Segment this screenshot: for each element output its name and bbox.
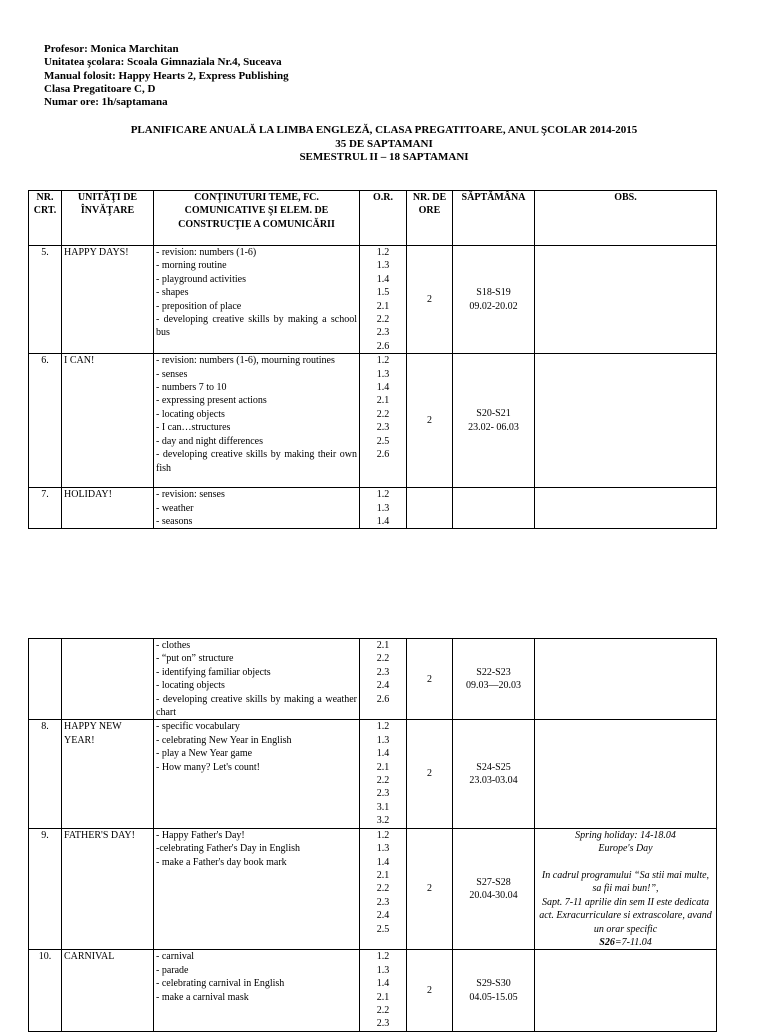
competency-code: 1.4 xyxy=(376,382,390,394)
competency-code: 1.3 xyxy=(376,843,390,855)
competencies-cell xyxy=(360,246,407,354)
competency-code: 2.1 xyxy=(376,640,390,651)
content-cell xyxy=(154,488,360,529)
title-line-3: SEMESTRUL II – 18 SAPTAMANI xyxy=(299,151,469,163)
class-name: Clasa Pregatitoare C, D xyxy=(44,82,156,95)
row-number: 6. xyxy=(29,354,62,488)
content-item: - make a carnival mask xyxy=(156,991,249,1003)
competency-code: 1.4 xyxy=(376,978,390,990)
competency-code: 2.6 xyxy=(376,693,390,705)
table-header-row xyxy=(29,191,717,246)
col-header-or: O.R. xyxy=(360,191,407,246)
competencies-cell xyxy=(360,950,407,1031)
week-item: S27-S28 xyxy=(476,876,511,888)
content-item: -celebrating Father's Day in English xyxy=(156,843,300,855)
content-item: - developing creative skills by making their own fish xyxy=(156,449,357,474)
hours-cell: 2 xyxy=(407,639,453,720)
week-cell xyxy=(453,354,535,488)
hours-cell: 2 xyxy=(407,354,453,488)
week-item: S24-S25 xyxy=(476,761,511,773)
col-header-obs: OBS. xyxy=(535,191,717,246)
content-item: - playground activities xyxy=(156,273,246,285)
competency-code: 2.3 xyxy=(376,422,390,434)
competency-code: 1.2 xyxy=(376,247,390,258)
content-item: - play a New Year game xyxy=(156,748,253,760)
row-number: 8. xyxy=(29,720,62,828)
row-number: 7. xyxy=(29,488,62,529)
col-header-units: UNITĂŢI DE ÎNVĂŢARE xyxy=(62,191,154,246)
content-item: - carnival xyxy=(156,951,195,963)
content-item: - day and night differences xyxy=(156,435,263,447)
content-item: - specific vocabulary xyxy=(156,721,240,733)
competency-code: 2.1 xyxy=(376,395,390,407)
week-cell xyxy=(453,639,535,720)
table-row xyxy=(29,639,717,720)
observations-cell xyxy=(535,828,717,950)
content-item: - locating objects xyxy=(156,680,225,692)
learning-unit: I CAN! xyxy=(62,354,154,488)
table-row xyxy=(29,828,717,950)
content-cell xyxy=(154,354,360,488)
competency-code: 1.3 xyxy=(376,260,390,272)
content-item: - locating objects xyxy=(156,408,225,420)
week-item: 23.02- 06.03 xyxy=(468,421,519,433)
observations-cell xyxy=(535,639,717,720)
content-cell xyxy=(154,246,360,354)
competency-code: 1.4 xyxy=(376,273,390,285)
observation-week xyxy=(537,936,714,949)
hours-cell: 2 xyxy=(407,950,453,1031)
textbook: Manual folosit: Happy Hearts 2, Express Publishing xyxy=(44,69,289,82)
content-item: - shapes xyxy=(156,287,189,299)
col-header-week: SĂPTĂMÂNA xyxy=(453,191,535,246)
content-item: - celebrating carnival in English xyxy=(156,978,285,990)
competency-code: 1.2 xyxy=(376,951,390,963)
competency-code: 2.2 xyxy=(376,653,390,665)
competency-code: 2.2 xyxy=(376,1004,390,1016)
school-unit: Unitatea şcolara: Scoala Gimnaziala Nr.4, Suceava xyxy=(44,56,282,69)
table-row xyxy=(29,488,717,529)
competency-code: 2.2 xyxy=(376,314,390,326)
col-header-hours: NR. DE ORE xyxy=(407,191,453,246)
col-header-content: CONŢINUTURI TEME, FC. COMUNICATIVE ŞI ELEM. DE CONSTRUCŢIE A COMUNICĂRII xyxy=(154,191,360,246)
competency-code: 1.4 xyxy=(376,856,390,868)
observation-text: Europe's Day xyxy=(598,843,653,855)
table-row xyxy=(29,354,717,488)
competency-code: 2.2 xyxy=(376,408,390,420)
observations-cell xyxy=(535,246,717,354)
hours-count: Numar ore: 1h/saptamana xyxy=(44,96,168,109)
content-cell xyxy=(154,639,360,720)
week-item: S29-S30 xyxy=(476,978,511,990)
content-item: - identifying familiar objects xyxy=(156,666,271,678)
teacher-name: Profesor: Monica Marchitan xyxy=(44,43,179,55)
competency-code: 2.3 xyxy=(376,788,390,800)
competency-code: 2.4 xyxy=(376,910,390,922)
week-item: 04.05-15.05 xyxy=(469,991,518,1003)
week-item: S20-S21 xyxy=(476,408,511,420)
content-item: - revision: senses xyxy=(156,489,225,501)
competency-code: 3.1 xyxy=(376,801,390,813)
observations-cell xyxy=(535,720,717,828)
week-cell xyxy=(453,488,535,529)
competency-code: 2.3 xyxy=(376,666,390,678)
hours-cell: 2 xyxy=(407,720,453,828)
table-row xyxy=(29,720,717,828)
content-cell xyxy=(154,950,360,1031)
competency-code: 2.3 xyxy=(376,896,390,908)
col-header-nr: NR. CRT. xyxy=(29,191,62,246)
content-item: - expressing present actions xyxy=(156,395,267,407)
content-cell xyxy=(154,720,360,828)
week-item: S22-S23 xyxy=(476,666,511,678)
competency-code: 2.1 xyxy=(376,869,390,881)
week-cell xyxy=(453,246,535,354)
competencies-cell xyxy=(360,828,407,950)
content-item: - How many? Let's count! xyxy=(156,761,260,773)
title-line-1: PLANIFICARE ANUALĂ LA LIMBA ENGLEZĂ, CLASA PREGATITOARE, ANUL ŞCOLAR 2014-2015 xyxy=(130,124,638,136)
competency-code: 2.6 xyxy=(376,449,390,461)
observation-text: In cadrul programului “Sa stii mai multe, sa fii mai bun!”, xyxy=(541,869,710,895)
competency-code: 1.3 xyxy=(376,734,390,746)
content-item: - Happy Father's Day! xyxy=(156,829,245,841)
observation-week-code: S26 xyxy=(599,936,615,948)
observation-week-dates: =7-11.04 xyxy=(614,936,652,948)
hours-cell: 2 xyxy=(407,828,453,950)
competency-code: 2.2 xyxy=(376,775,390,787)
table-row xyxy=(29,950,717,1031)
competency-code: 2.4 xyxy=(376,680,390,692)
title-line-2: 35 DE SAPTAMANI xyxy=(335,137,433,150)
document-header xyxy=(44,43,289,109)
week-item: S18-S19 xyxy=(476,287,511,299)
competency-code: 1.5 xyxy=(376,287,390,299)
competency-code: 2.2 xyxy=(376,883,390,895)
competencies-cell xyxy=(360,720,407,828)
observations-cell xyxy=(535,950,717,1031)
observations-cell xyxy=(535,354,717,488)
learning-unit: HAPPY NEW YEAR! xyxy=(62,720,154,828)
competency-code: 3.2 xyxy=(376,815,390,827)
row-number: 5. xyxy=(29,246,62,354)
row-number: 10. xyxy=(29,950,62,1031)
learning-unit: HAPPY DAYS! xyxy=(62,246,154,354)
competency-code: 2.1 xyxy=(376,991,390,1003)
competency-code: 2.5 xyxy=(376,435,390,447)
document-title xyxy=(0,124,768,165)
competency-code: 2.1 xyxy=(376,300,390,312)
content-item: - celebrating New Year in English xyxy=(156,734,292,746)
row-number: 9. xyxy=(29,828,62,950)
competency-code: 2.3 xyxy=(376,1018,390,1030)
content-item: - preposition of place xyxy=(156,300,242,312)
hours-cell: 2 xyxy=(407,246,453,354)
competency-code: 2.1 xyxy=(376,761,390,773)
competencies-cell xyxy=(360,488,407,529)
table-row xyxy=(29,246,717,354)
competency-code: 1.4 xyxy=(376,516,390,528)
content-item: - parade xyxy=(156,964,189,976)
competency-code: 1.3 xyxy=(376,964,390,976)
observation-text: Sapt. 7-11 aprilie din sem II este dedicata act. Exracurriculare si extrascolare, avand un orar specific xyxy=(539,896,712,935)
content-item: - make a Father's day book mark xyxy=(156,856,287,868)
observation-text: Spring holiday: 14-18.04 xyxy=(575,829,676,841)
competencies-cell xyxy=(360,354,407,488)
content-item: - I can…structures xyxy=(156,422,231,434)
competency-code: 2.3 xyxy=(376,327,390,339)
content-item: - morning routine xyxy=(156,260,227,272)
content-item: - senses xyxy=(156,368,188,380)
content-item: - “put on” structure xyxy=(156,653,234,665)
competency-code: 1.2 xyxy=(376,829,390,841)
content-item: - weather xyxy=(156,502,194,514)
week-item: 09.02-20.02 xyxy=(469,300,518,312)
content-cell xyxy=(154,828,360,950)
observation-text xyxy=(537,856,714,869)
content-item: - developing creative skills by making a school bus xyxy=(156,314,357,339)
observations-cell xyxy=(535,488,717,529)
content-item: - revision: numbers (1-6), mourning routines xyxy=(156,355,335,367)
competency-code: 1.3 xyxy=(376,368,390,380)
week-item: 23.03-03.04 xyxy=(469,775,518,787)
hours-cell xyxy=(407,488,453,529)
content-item: - developing creative skills by making a weather chart xyxy=(156,693,357,719)
content-item: - clothes xyxy=(156,640,191,651)
competency-code: 2.6 xyxy=(376,340,390,352)
week-cell xyxy=(453,720,535,828)
learning-unit: HOLIDAY! xyxy=(62,488,154,529)
week-cell xyxy=(453,828,535,950)
row-number xyxy=(29,639,62,720)
planning-table-continued xyxy=(28,638,717,1032)
competency-code: 1.3 xyxy=(376,502,390,514)
competency-code: 1.4 xyxy=(376,748,390,760)
competency-code: 1.2 xyxy=(376,721,390,733)
competencies-cell xyxy=(360,639,407,720)
content-item: - seasons xyxy=(156,516,193,528)
planning-table xyxy=(28,190,717,529)
competency-code: 1.2 xyxy=(376,355,390,367)
learning-unit xyxy=(62,639,154,720)
competency-code: 1.2 xyxy=(376,489,390,501)
content-item: - revision: numbers (1-6) xyxy=(156,247,257,258)
competency-code: 2.5 xyxy=(376,923,390,935)
content-item: - numbers 7 to 10 xyxy=(156,382,227,394)
week-cell xyxy=(453,950,535,1031)
learning-unit: CARNIVAL xyxy=(62,950,154,1031)
week-item: 20.04-30.04 xyxy=(469,890,518,902)
week-item: 09.03—20.03 xyxy=(466,680,521,692)
learning-unit: FATHER'S DAY! xyxy=(62,828,154,950)
